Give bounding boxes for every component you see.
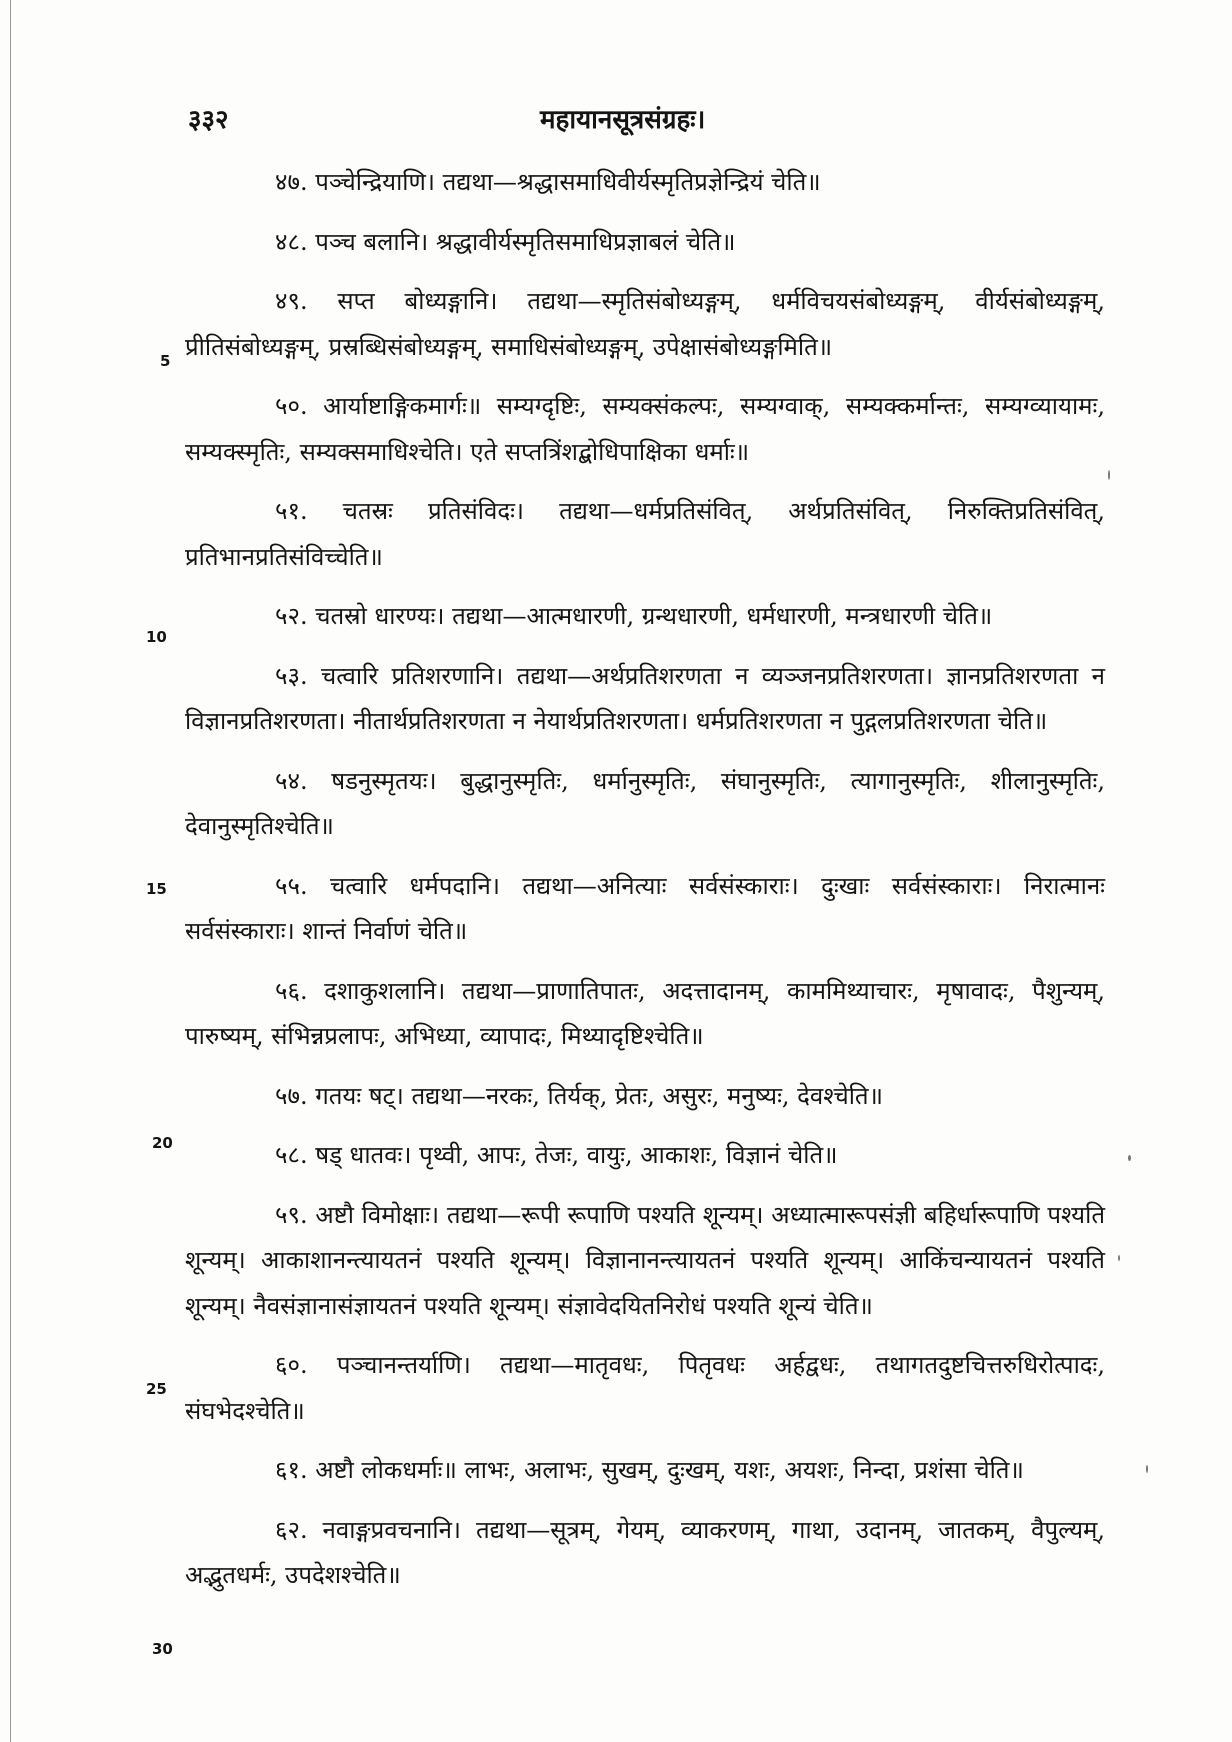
scan-speck xyxy=(1108,470,1110,480)
scan-speck xyxy=(1118,1255,1120,1261)
paragraph-60: ६०. पञ्चानन्तर्याणि। तद्यथा—मातृवधः, पितृवधः अर्हद्वधः, तथागतदुष्टचित्तरुधिरोत्पादः, संघभेदश्चेति॥ xyxy=(185,1351,1105,1425)
paragraph-54: ५४. षडनुस्मृतयः। बुद्धानुस्मृतिः, धर्मानुस्मृतिः, संघानुस्मृतिः, त्यागानुस्मृतिः, शीलानुस्मृतिः, देवानुस्मृतिश्चेति॥ xyxy=(185,766,1105,840)
margin-number: 15 xyxy=(146,880,167,898)
body-text xyxy=(185,160,1105,1613)
running-title: महायानसूत्रसंग्रहः। xyxy=(540,105,706,135)
paragraph-59: ५९. अष्टौ विमोक्षाः। तद्यथा—रूपी रूपाणि पश्यति शून्यम्। अध्यात्मारूपसंज्ञी बहिर्धारूपाणि पश्यति शून्यम्। आकाशानन्त्यायतनं पश्यति शून्यम्। विज्ञानानन्त्यायतनं पश्यति शून्यम्। आकिंचन्यायतनं पश्यति शून्यम्। नैवसंज्ञानासंज्ञायतनं पश्यति शून्यम्। संज्ञावेदयितनिरोधं पश्यति शून्यं चेति॥ xyxy=(185,1200,1105,1320)
scan-speck xyxy=(1146,1465,1148,1473)
paragraph-52: ५२. चतस्रो धारण्यः। तद्यथा—आत्मधारणी, ग्रन्थधारणी, धर्मधारणी, मन्त्रधारणी चेति॥ xyxy=(275,602,993,630)
paragraph-58: ५८. षड् धातवः। पृथ्वी, आपः, तेजः, वायुः, आकाशः, विज्ञानं चेति॥ xyxy=(275,1141,838,1169)
page-number: ३३२ xyxy=(188,105,229,135)
paragraph-61: ६१. अष्टौ लोकधर्माः॥ लाभः, अलाभः, सुखम्, दुःखम्, यशः, अयशः, निन्दा, प्रशंसा चेति॥ xyxy=(275,1456,1024,1484)
paragraph-50: ५०. आर्याष्टाङ्गिकमार्गः॥ सम्यग्दृष्टिः, सम्यक्संकल्पः, सम्यग्वाक्, सम्यक्कर्मान्तः, सम्यग्व्यायामः, सम्यक्स्मृतिः, सम्यक्समाधिश्चेति। एते सप्तत्रिंशद्बोधिपाक्षिका धर्माः॥ xyxy=(185,392,1105,466)
page-edge-line xyxy=(10,0,11,1742)
paragraph-55: ५५. चत्वारि धर्मपदानि। तद्यथा—अनित्याः सर्वसंस्काराः। दुःखाः सर्वसंस्काराः। निरात्मानः सर्वसंस्काराः। शान्तं निर्वाणं चेति॥ xyxy=(185,871,1105,945)
margin-number: 10 xyxy=(146,628,167,646)
margin-number: 5 xyxy=(160,352,171,370)
margin-number: 20 xyxy=(152,1134,173,1152)
paragraph-53: ५३. चत्वारि प्रतिशरणानि। तद्यथा—अर्थप्रतिशरणता न व्यञ्जनप्रतिशरणता। ज्ञानप्रतिशरणता न विज्ञानप्रतिशरणता। नीतार्थप्रतिशरणता न नेयार्थप्रतिशरणता। धर्मप्रतिशरणता न पुद्गलप्रतिशरणता चेति॥ xyxy=(185,661,1105,735)
paragraph-62: ६२. नवाङ्गप्रवचनानि। तद्यथा—सूत्रम्, गेयम्, व्याकरणम्, गाथा, उदानम्, जातकम्, वैपुल्यम्, अद्भुतधर्मः, उपदेशश्चेति॥ xyxy=(185,1515,1105,1589)
paragraph-47: ४७. पञ्चेन्द्रियाणि। तद्यथा—श्रद्धासमाधिवीर्यस्मृतिप्रज्ञेन्द्रियं चेति॥ xyxy=(275,168,821,196)
margin-number: 30 xyxy=(152,1640,173,1658)
paragraph-49: ४९. सप्त बोध्यङ्गानि। तद्यथा—स्मृतिसंबोध्यङ्गम्, धर्मविचयसंबोध्यङ्गम्, वीर्यसंबोध्यङ्गम्, प्रीतिसंबोध्यङ्गम्, प्रस्रब्धिसंबोध्यङ्गम्, समाधिसंबोध्यङ्गम्, उपेक्षासंबोध्यङ्गमिति॥ xyxy=(185,287,1105,361)
paragraph-48: ४८. पञ्च बलानि। श्रद्धावीर्यस्मृतिसमाधिप्रज्ञाबलं चेति॥ xyxy=(275,227,736,256)
paragraph-51: ५१. चतस्रः प्रतिसंविदः। तद्यथा—धर्मप्रतिसंवित्, अर्थप्रतिसंवित्, निरुक्तिप्रतिसंवित्, प्रतिभानप्रतिसंविच्चेति॥ xyxy=(185,497,1105,571)
paragraph-57: ५७. गतयः षट्। तद्यथा—नरकः, तिर्यक्, प्रेतः, असुरः, मनुष्यः, देवश्चेति॥ xyxy=(275,1081,883,1110)
margin-number: 25 xyxy=(146,1380,167,1398)
scan-speck xyxy=(1128,1155,1131,1161)
paragraph-56: ५६. दशाकुशलानि। तद्यथा—प्राणातिपातः, अदत्तादानम्, काममिथ्याचारः, मृषावादः, पैशुन्यम्, पारुष्यम्, संभिन्नप्रलापः, अभिध्या, व्यापादः, मिथ्यादृष्टिश्चेति॥ xyxy=(185,976,1105,1050)
running-header xyxy=(180,100,1100,140)
